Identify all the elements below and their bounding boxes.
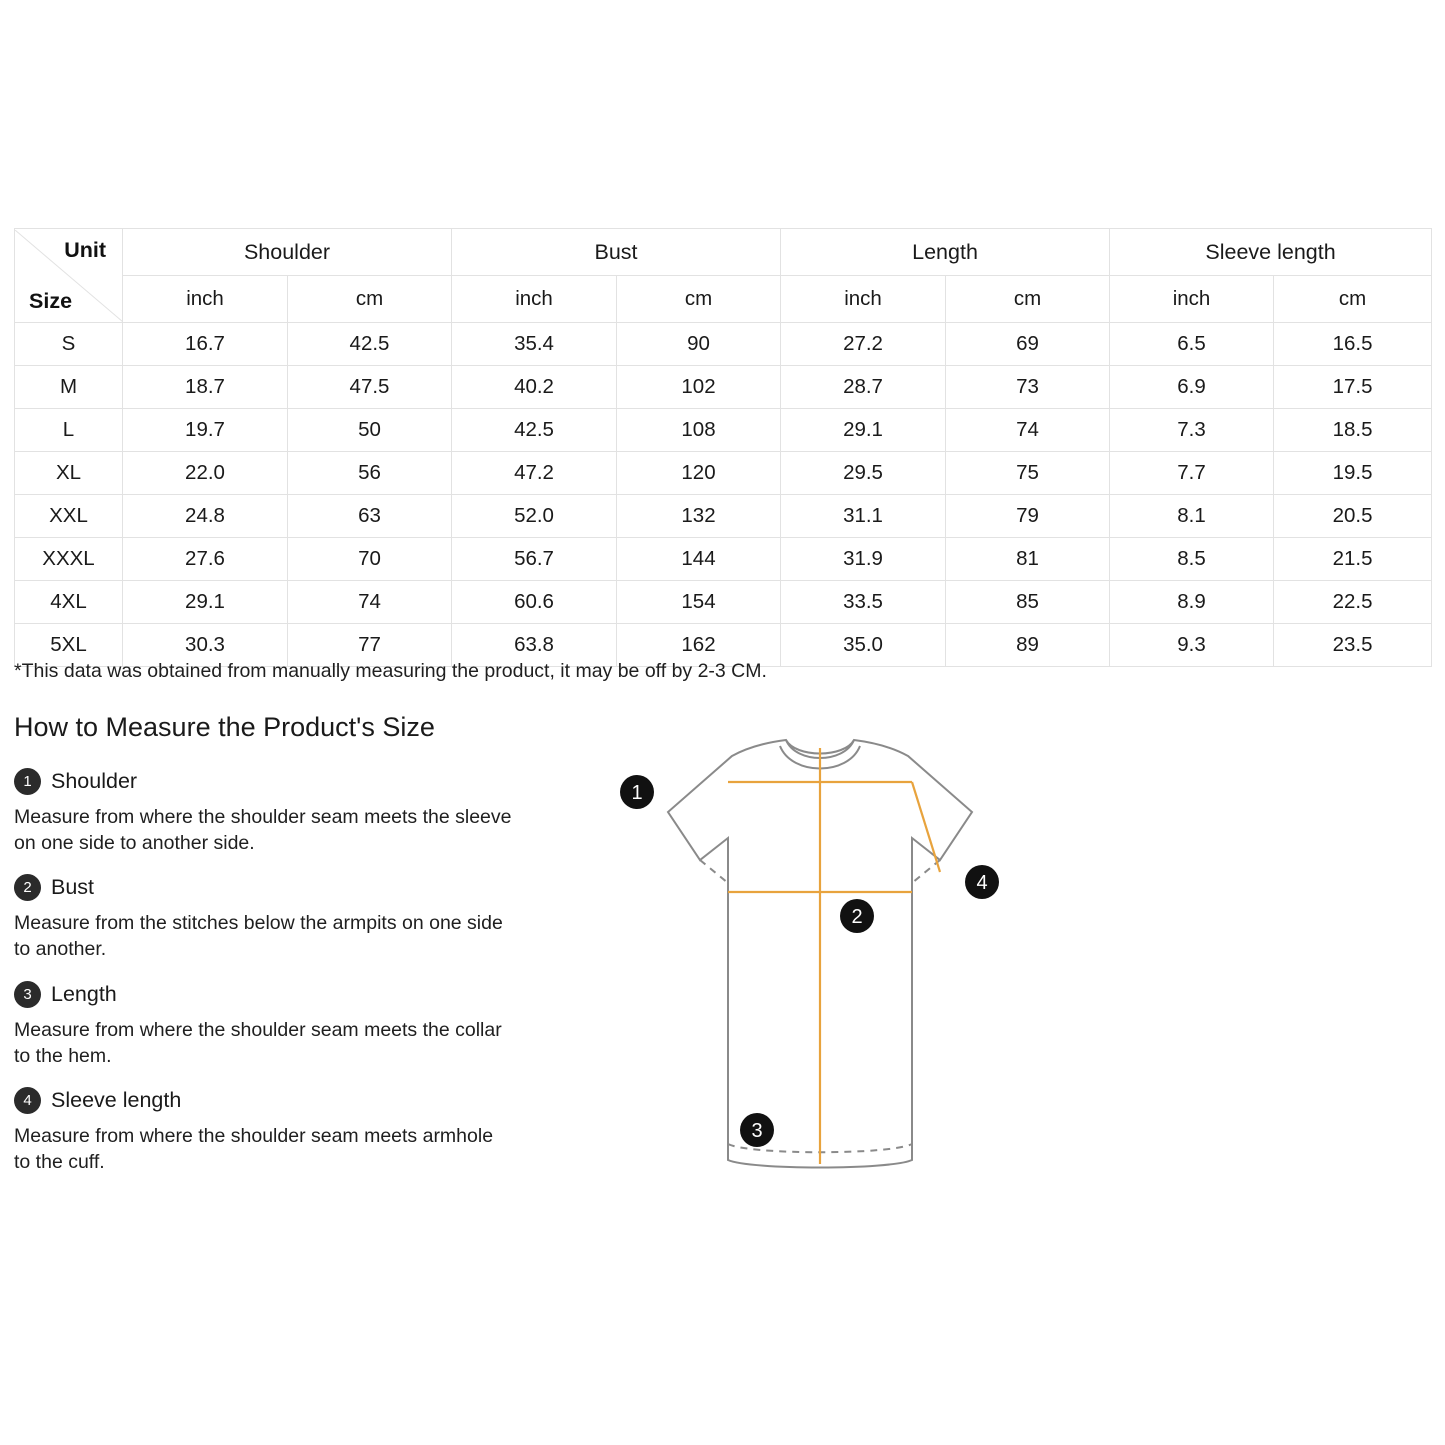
row-size-label: XL (15, 452, 123, 495)
table-header-units (15, 276, 1432, 323)
svg-text:1: 1 (631, 782, 643, 804)
step-title: Bust (51, 875, 95, 900)
tshirt-measurement-diagram (600, 720, 1040, 1200)
cell: 8.5 (1110, 538, 1274, 581)
cell: 42.5 (288, 323, 452, 366)
diagram-marker-1 (620, 775, 654, 809)
cell: 73 (946, 366, 1110, 409)
cell: 17.5 (1274, 366, 1432, 409)
cell: 33.5 (781, 581, 946, 624)
unit-header: cm (288, 276, 452, 323)
cell: 28.7 (781, 366, 946, 409)
svg-text:3: 3 (751, 1120, 763, 1142)
cell: 22.0 (123, 452, 288, 495)
table-row (15, 581, 1432, 624)
unit-header: inch (781, 276, 946, 323)
step-description: Measure from the stitches below the armpits on one side to another. (14, 912, 503, 961)
group-header-length: Length (781, 229, 1110, 276)
cell: 102 (617, 366, 781, 409)
step-number-badge: 4 (14, 1087, 41, 1114)
cell: 22.5 (1274, 581, 1432, 624)
measure-step-length (14, 981, 514, 1069)
cell: 18.7 (123, 366, 288, 409)
corner-size-label: Size (29, 288, 73, 313)
cell: 29.1 (781, 409, 946, 452)
step-number-badge: 3 (14, 981, 41, 1008)
how-to-measure-title: How to Measure the Product's Size (14, 712, 435, 742)
unit-header: inch (452, 276, 617, 323)
table-row (15, 452, 1432, 495)
cell: 31.9 (781, 538, 946, 581)
cell: 24.8 (123, 495, 288, 538)
cell: 154 (617, 581, 781, 624)
corner-unit-label: Unit (64, 237, 106, 262)
unit-header: cm (1274, 276, 1432, 323)
row-size-label: 5XL (15, 624, 123, 667)
cell: 20.5 (1274, 495, 1432, 538)
row-size-label: S (15, 323, 123, 366)
cell: 56 (288, 452, 452, 495)
cell: 7.3 (1110, 409, 1274, 452)
step-description: Measure from where the shoulder seam meets the sleeve on one side to another side. (14, 806, 512, 854)
unit-header: inch (123, 276, 288, 323)
cell: 27.2 (781, 323, 946, 366)
svg-text:4: 4 (976, 872, 988, 894)
cell: 50 (288, 409, 452, 452)
row-size-label: 4XL (15, 581, 123, 624)
cell: 132 (617, 495, 781, 538)
step-title: Shoulder (51, 769, 138, 793)
step-description: Measure from where the shoulder seam meets the collar to the hem. (14, 1018, 502, 1067)
cell: 19.5 (1274, 452, 1432, 495)
group-header-bust: Bust (452, 229, 781, 276)
cell: 56.7 (452, 538, 617, 581)
size-table-container (14, 228, 1431, 667)
cell: 42.5 (452, 409, 617, 452)
table-row (15, 323, 1432, 366)
cell: 18.5 (1274, 409, 1432, 452)
cell: 85 (946, 581, 1110, 624)
cell: 6.5 (1110, 323, 1274, 366)
row-size-label: XXXL (15, 538, 123, 581)
how-to-measure-steps (14, 768, 514, 1194)
step-description: Measure from where the shoulder seam meets armhole to the cuff. (14, 1125, 494, 1174)
measurement-disclaimer: *This data was obtained from manually measuring the product, it may be off by 2-3 CM. (14, 660, 767, 682)
cell: 63.8 (452, 624, 617, 667)
unit-header: cm (617, 276, 781, 323)
cell: 89 (946, 624, 1110, 667)
cell: 81 (946, 538, 1110, 581)
cell: 29.5 (781, 452, 946, 495)
size-table (14, 228, 1432, 667)
cell: 21.5 (1274, 538, 1432, 581)
step-number-badge: 2 (14, 874, 41, 901)
step-title: Sleeve length (51, 1088, 182, 1113)
cell: 27.6 (123, 538, 288, 581)
cell: 52.0 (452, 495, 617, 538)
cell: 69 (946, 323, 1110, 366)
unit-header: cm (946, 276, 1110, 323)
table-row (15, 538, 1432, 581)
table-corner-cell (15, 229, 123, 323)
table-row (15, 495, 1432, 538)
cell: 8.1 (1110, 495, 1274, 538)
cell: 16.7 (123, 323, 288, 366)
cell: 63 (288, 495, 452, 538)
row-size-label: XXL (15, 495, 123, 538)
cell: 144 (617, 538, 781, 581)
cell: 120 (617, 452, 781, 495)
cell: 70 (288, 538, 452, 581)
cell: 74 (946, 409, 1110, 452)
row-size-label: M (15, 366, 123, 409)
cell: 16.5 (1274, 323, 1432, 366)
measure-step-bust (14, 874, 514, 962)
cell: 35.0 (781, 624, 946, 667)
measure-step-sleeve-length (14, 1087, 514, 1175)
cell: 162 (617, 624, 781, 667)
cell: 9.3 (1110, 624, 1274, 667)
cell: 108 (617, 409, 781, 452)
group-header-sleeve-length: Sleeve length (1110, 229, 1432, 276)
table-row (15, 409, 1432, 452)
svg-text:2: 2 (851, 906, 863, 928)
cell: 47.2 (452, 452, 617, 495)
cell: 7.7 (1110, 452, 1274, 495)
diagram-marker-2 (840, 899, 874, 933)
table-header-groups (15, 229, 1432, 276)
cell: 79 (946, 495, 1110, 538)
cell: 47.5 (288, 366, 452, 409)
diagram-marker-4 (965, 865, 999, 899)
cell: 60.6 (452, 581, 617, 624)
cell: 40.2 (452, 366, 617, 409)
cell: 23.5 (1274, 624, 1432, 667)
cell: 8.9 (1110, 581, 1274, 624)
cell: 6.9 (1110, 366, 1274, 409)
row-size-label: L (15, 409, 123, 452)
cell: 19.7 (123, 409, 288, 452)
table-row (15, 366, 1432, 409)
cell: 31.1 (781, 495, 946, 538)
cell: 74 (288, 581, 452, 624)
cell: 30.3 (123, 624, 288, 667)
unit-header: inch (1110, 276, 1274, 323)
step-number-badge: 1 (14, 768, 41, 795)
cell: 35.4 (452, 323, 617, 366)
measure-step-shoulder (14, 768, 514, 856)
step-title: Length (51, 981, 117, 1006)
cell: 77 (288, 624, 452, 667)
cell: 75 (946, 452, 1110, 495)
diagram-marker-3 (740, 1113, 774, 1147)
group-header-shoulder: Shoulder (123, 229, 452, 276)
cell: 29.1 (123, 581, 288, 624)
cell: 90 (617, 323, 781, 366)
